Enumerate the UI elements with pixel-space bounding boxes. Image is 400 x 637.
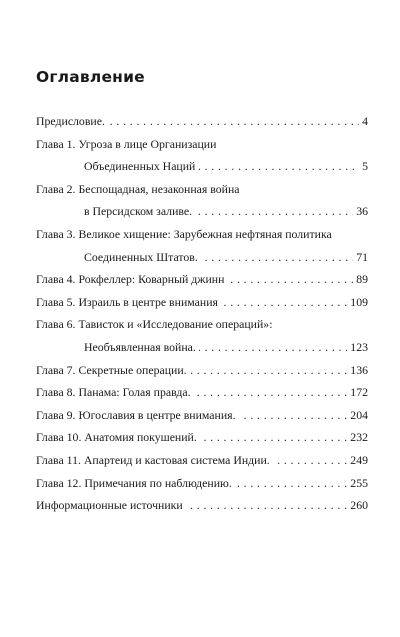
toc-entry-continuation [36, 246, 368, 269]
toc-entry-title: Предисловие. [36, 114, 108, 128]
toc-entry-title: Глава 5. Израиль в центре внимания [36, 295, 221, 309]
toc-entry-title: Информационные источники [36, 498, 186, 512]
toc-entry-title: Глава 7. Секретные операции. [36, 363, 190, 377]
toc-entry-title: Объединенных Наций [84, 159, 198, 173]
toc-entry [36, 133, 368, 156]
toc-entry-page: 89 [353, 268, 368, 291]
toc-entry-page: 232 [347, 426, 368, 449]
toc-entry-title: Глава 8. Панама: Голая правда. [36, 385, 194, 399]
toc-heading: Оглавление [36, 68, 145, 86]
toc-entry-title: Глава 2. Беспощадная, незаконная война [36, 182, 243, 196]
table-of-contents [36, 110, 368, 517]
toc-entry-title: Глава 10. Анатомия покушений. [36, 430, 200, 444]
toc-entry-continuation [36, 155, 368, 178]
toc-entry-page: 204 [347, 404, 368, 427]
toc-entry-title: Соединенных Штатов. [84, 250, 201, 264]
toc-entry-title: в Персидском заливе. [84, 204, 195, 218]
toc-entry-title: Глава 12. Примечания по наблюдению. [36, 476, 235, 490]
toc-entry-page: 249 [347, 449, 368, 472]
toc-entry-title: Глава 4. Рокфеллер: Коварный джинн [36, 272, 227, 286]
toc-entry [36, 381, 368, 404]
toc-entry-title: Глава 6. Тависток и «Исследование операций»: [36, 317, 275, 331]
toc-entry [36, 110, 368, 133]
toc-entry [36, 359, 368, 382]
toc-entry-page: 5 [359, 155, 368, 178]
toc-entry-continuation [36, 336, 368, 359]
toc-entry [36, 404, 368, 427]
toc-entry-page: 172 [347, 381, 368, 404]
toc-entry [36, 223, 368, 246]
toc-entry-page: 36 [353, 200, 368, 223]
toc-entry-page: 109 [347, 291, 368, 314]
toc-entry [36, 426, 368, 449]
toc-entry-title: Глава 9. Югославия в центре внимания. [36, 408, 239, 422]
toc-entry-title: Глава 11. Апартеид и кастовая система Индии. [36, 453, 273, 467]
toc-entry [36, 449, 368, 472]
toc-entry [36, 313, 368, 336]
toc-entry-title: Глава 3. Великое хищение: Зарубежная нефтяная политика [36, 227, 335, 241]
toc-entry-page: 123 [347, 336, 368, 359]
toc-entry-page: 71 [353, 246, 368, 269]
toc-entry [36, 494, 368, 517]
toc-entry-page: 4 [359, 110, 368, 133]
toc-entry-page: 255 [347, 472, 368, 495]
toc-entry-page: 260 [347, 494, 368, 517]
toc-entry [36, 291, 368, 314]
toc-entry-title: Глава 1. Угроза в лице Организации [36, 137, 219, 151]
toc-entry [36, 268, 368, 291]
toc-entry-page: 136 [347, 359, 368, 382]
toc-entry [36, 472, 368, 495]
toc-entry-continuation [36, 200, 368, 223]
toc-entry-title: Необъявленная война. [84, 340, 199, 354]
toc-entry [36, 178, 368, 201]
